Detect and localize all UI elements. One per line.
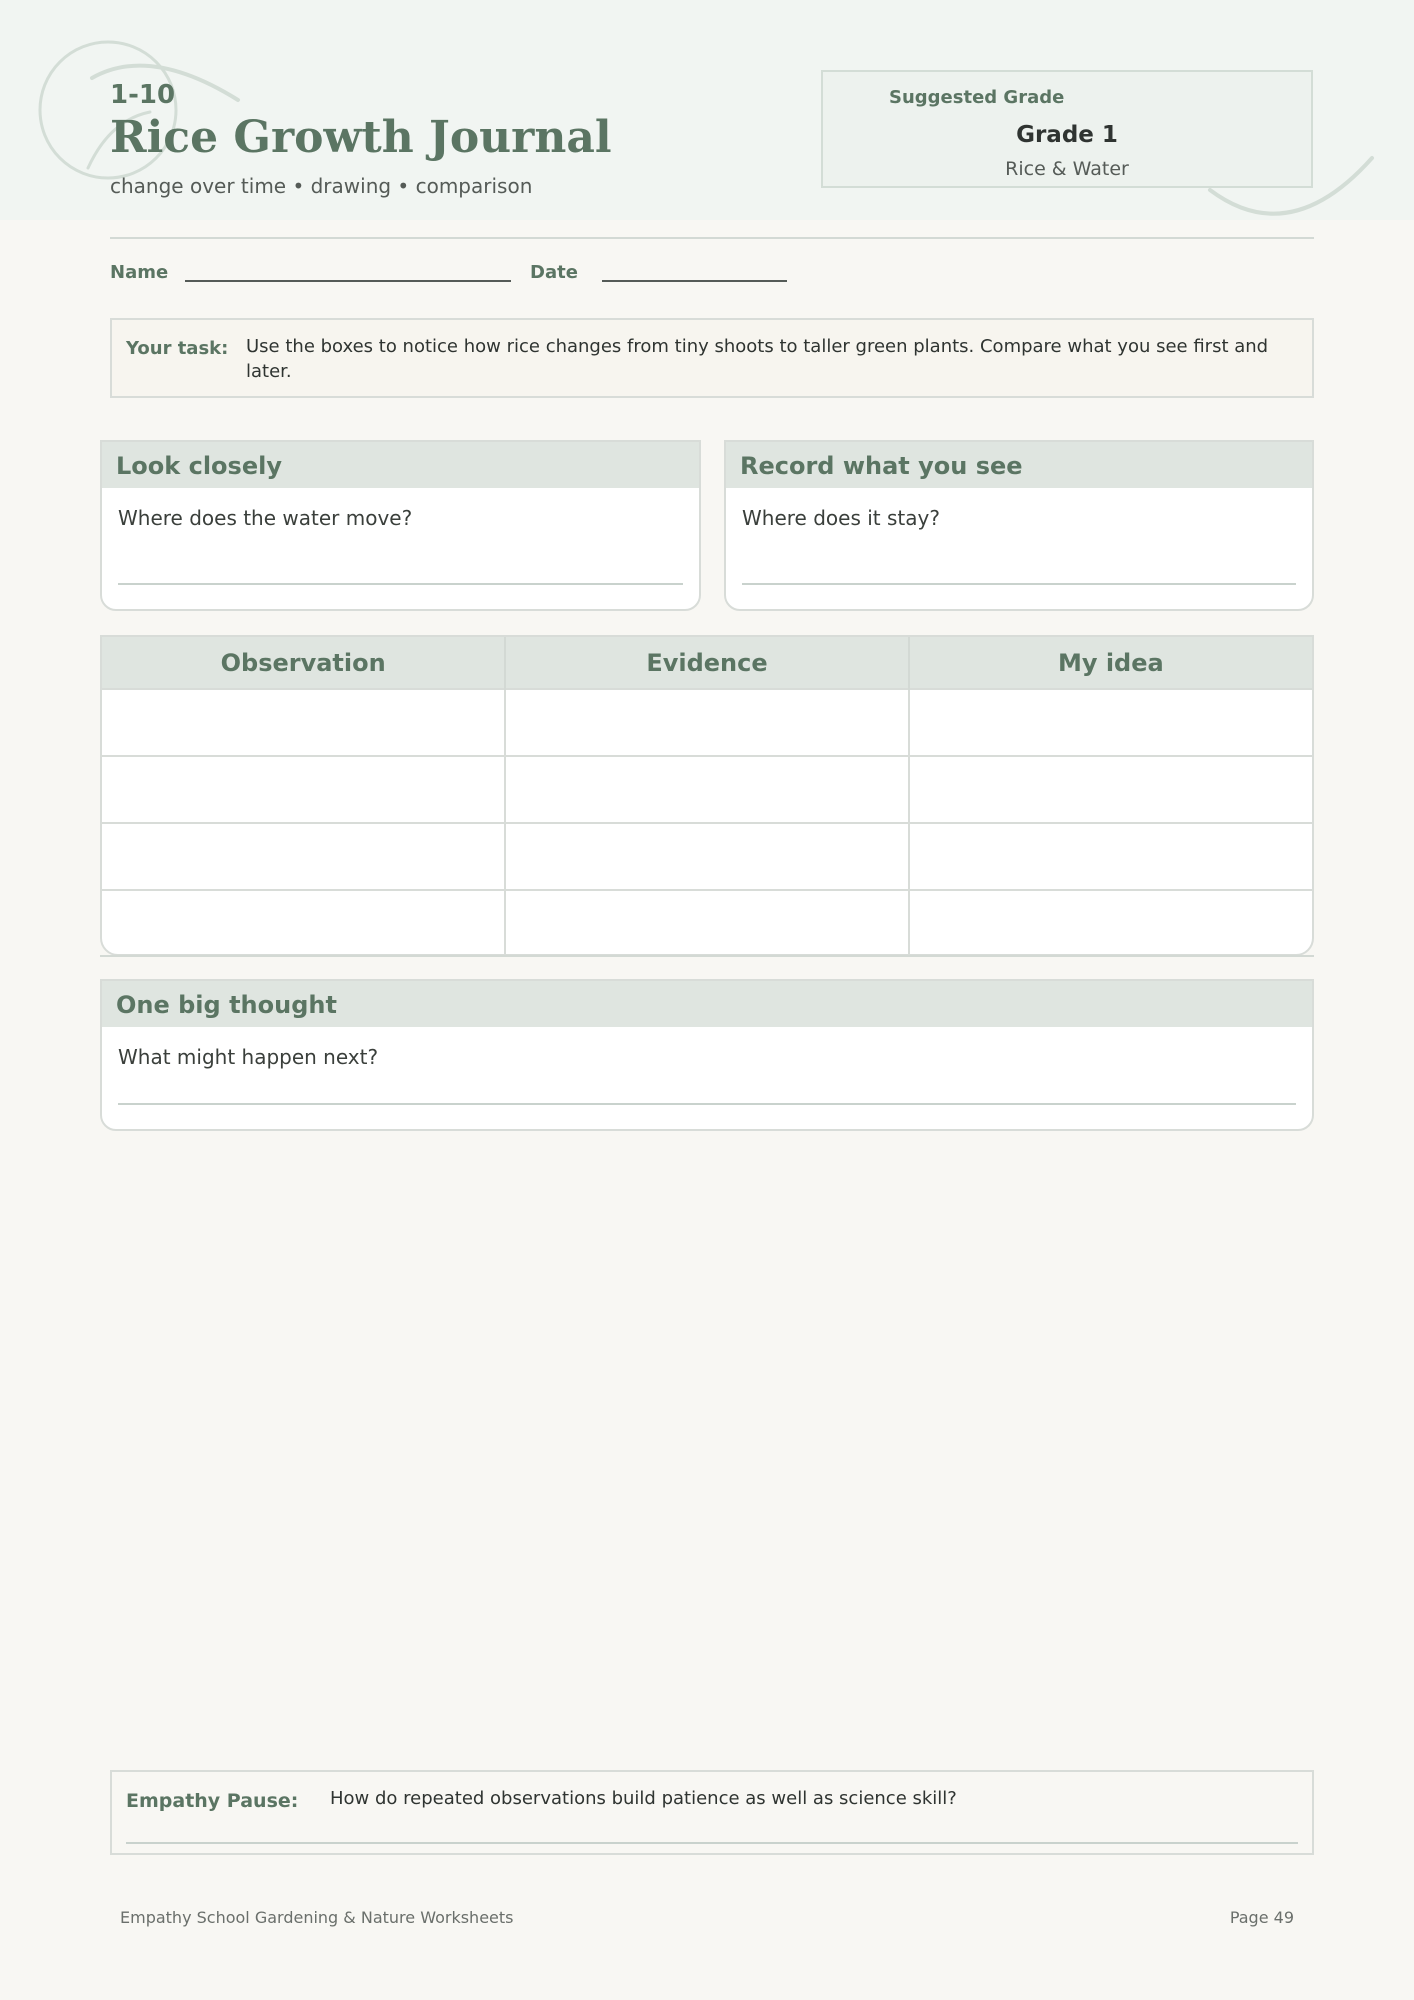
table-header-row (102, 637, 1312, 689)
grade-box (821, 70, 1313, 188)
divider (110, 237, 1314, 239)
card-prompt: Where does it stay? (742, 506, 940, 530)
card-header (102, 981, 1312, 1027)
empathy-question: How do repeated observations build patience as well as science skill? (330, 1788, 957, 1809)
name-label: Name (110, 262, 169, 283)
table-cell[interactable] (909, 689, 1312, 756)
table-row (102, 823, 1312, 890)
answer-line[interactable] (742, 583, 1296, 585)
card-prompt: Where does the water move? (118, 506, 413, 530)
table-cell[interactable] (102, 823, 505, 890)
grade-value: Grade 1 (1016, 122, 1118, 148)
table-cell[interactable] (102, 756, 505, 823)
card-prompt: What might happen next? (118, 1045, 379, 1069)
name-field[interactable] (185, 280, 511, 282)
date-label: Date (530, 262, 578, 283)
grade-label: Suggested Grade (889, 87, 1065, 108)
date-field[interactable] (602, 280, 787, 282)
observation-table (100, 635, 1314, 956)
card-header (102, 442, 699, 488)
table-row (102, 890, 1312, 956)
column-header: Observation (102, 637, 505, 689)
task-text: Use the boxes to notice how rice changes from tiny shoots to taller green plants. Compare what you see first and later. (246, 336, 1269, 382)
answer-line[interactable] (126, 1842, 1298, 1844)
card-title: Look closely (116, 452, 282, 480)
table-row (102, 689, 1312, 756)
table-cell[interactable] (505, 890, 908, 956)
table-cell[interactable] (102, 890, 505, 956)
header-band (0, 0, 1414, 220)
page-subtitle: change over time • drawing • comparison (110, 174, 533, 198)
empathy-label: Empathy Pause: (126, 1790, 299, 1812)
table-cell[interactable] (102, 689, 505, 756)
page-number: Page 49 (1229, 1908, 1294, 1927)
table-cell[interactable] (505, 756, 908, 823)
answer-line[interactable] (118, 583, 683, 585)
empathy-pause-box (110, 1770, 1314, 1855)
table-row (102, 756, 1312, 823)
card-title: Record what you see (740, 452, 1023, 480)
look-closely-card (100, 440, 701, 611)
card-header (726, 442, 1312, 488)
task-box (110, 318, 1314, 398)
answer-line[interactable] (118, 1103, 1296, 1105)
column-header: Evidence (505, 637, 908, 689)
table-cell[interactable] (909, 756, 1312, 823)
card-title: One big thought (116, 991, 337, 1019)
table-cell[interactable] (909, 890, 1312, 956)
table-cell[interactable] (505, 689, 908, 756)
divider (100, 955, 1314, 957)
record-card (724, 440, 1314, 611)
big-thought-card (100, 979, 1314, 1131)
footer-series-title: Empathy School Gardening & Nature Worksheets (120, 1908, 514, 1927)
worksheet-code: 1-10 (110, 80, 176, 110)
grade-topic: Rice & Water (1005, 158, 1129, 180)
page-title: Rice Growth Journal (110, 112, 612, 163)
task-label: Your task: (126, 338, 229, 359)
table-cell[interactable] (505, 823, 908, 890)
table-cell[interactable] (909, 823, 1312, 890)
column-header: My idea (909, 637, 1312, 689)
